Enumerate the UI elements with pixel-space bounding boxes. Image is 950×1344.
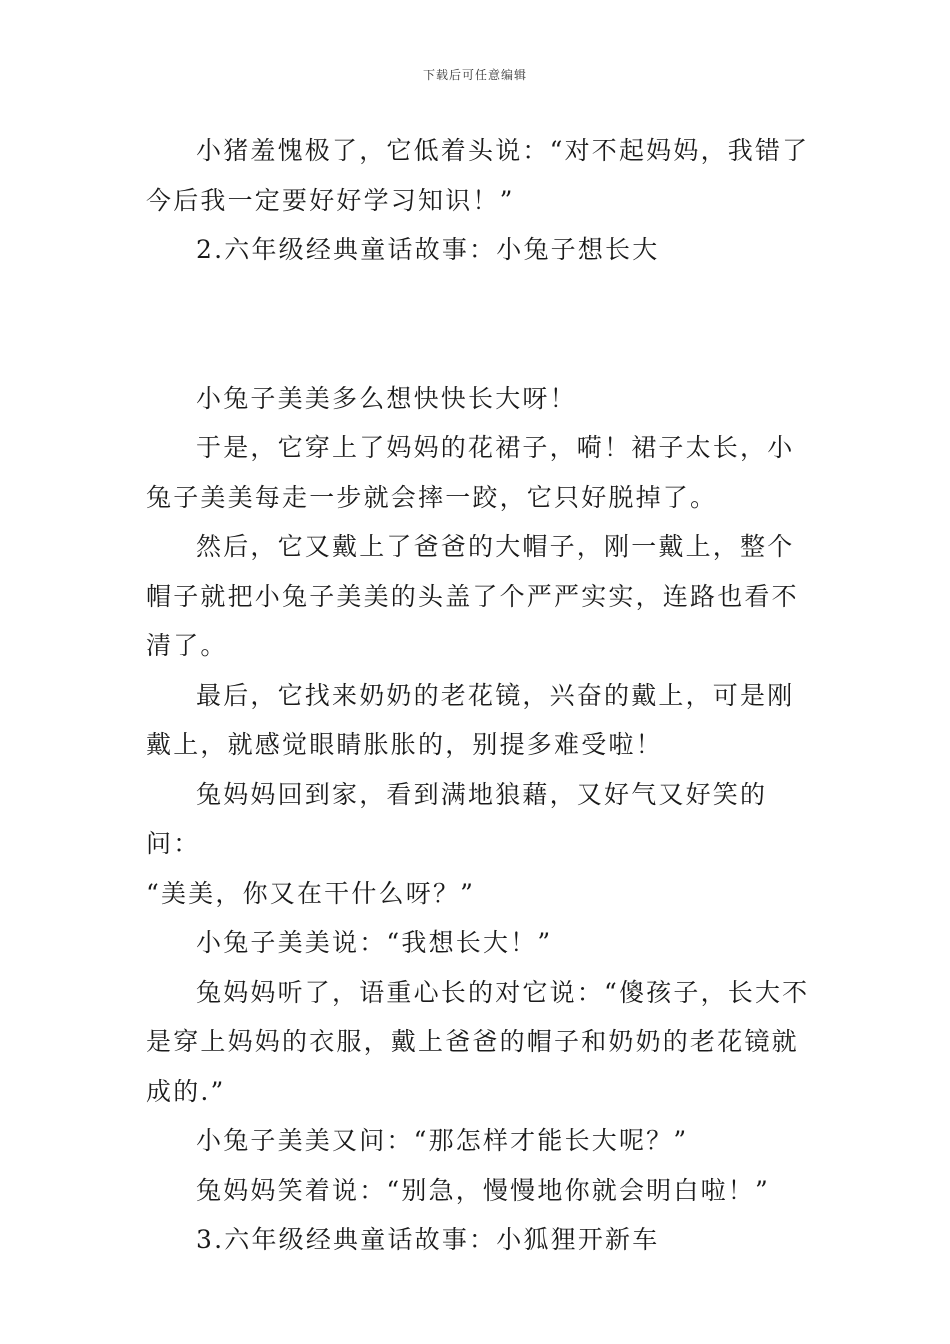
- paragraph: “美美，你又在干什么呀？”: [146, 878, 476, 908]
- paragraph: 小兔子美美多么想快快长大呀！: [196, 383, 577, 413]
- section-heading: 3.六年级经典童话故事：小狐狸开新车: [196, 1225, 660, 1254]
- blank-space: [146, 275, 816, 374]
- paragraph: 兔妈妈笑着说：“别急，慢慢地你就会明白啦！”: [196, 1175, 770, 1205]
- paragraph: 小猪羞愧极了，它低着头说：“对不起妈妈，我错了今后我一定要好好学习知识！”: [146, 136, 810, 215]
- paragraph: 最后，它找来奶奶的老花镜，兴奋的戴上，可是刚戴上，就感觉眼睛胀胀的，别提多难受啦！: [146, 680, 795, 759]
- paragraph: 于是，它穿上了妈妈的花裙子，嗬！裙子太长，小兔子美美每走一步就会摔一跤，它只好脱掉了。: [146, 433, 795, 512]
- paragraph: 兔妈妈回到家，看到满地狼藉，又好气又好笑的问：: [146, 779, 768, 858]
- page-header: 下载后可任意编辑: [422, 68, 527, 82]
- paragraph: 小兔子美美又问：“那怎样才能长大呢？”: [196, 1126, 689, 1155]
- section-heading: 2.六年级经典童话故事：小兔子想长大: [196, 235, 660, 264]
- paragraph: 然后，它又戴上了爸爸的大帽子，刚一戴上，整个帽子就把小兔子美美的头盖了个严严实实，连路也看不清了。: [146, 532, 799, 660]
- paragraph: 兔妈妈听了，语重心长的对它说：“傻孩子，长大不是穿上妈妈的衣服，戴上爸爸的帽子和奶奶的老花镜就成的.”: [146, 977, 810, 1106]
- document-body: [146, 126, 816, 1265]
- paragraph: 小兔子美美说：“我想长大！”: [196, 928, 553, 957]
